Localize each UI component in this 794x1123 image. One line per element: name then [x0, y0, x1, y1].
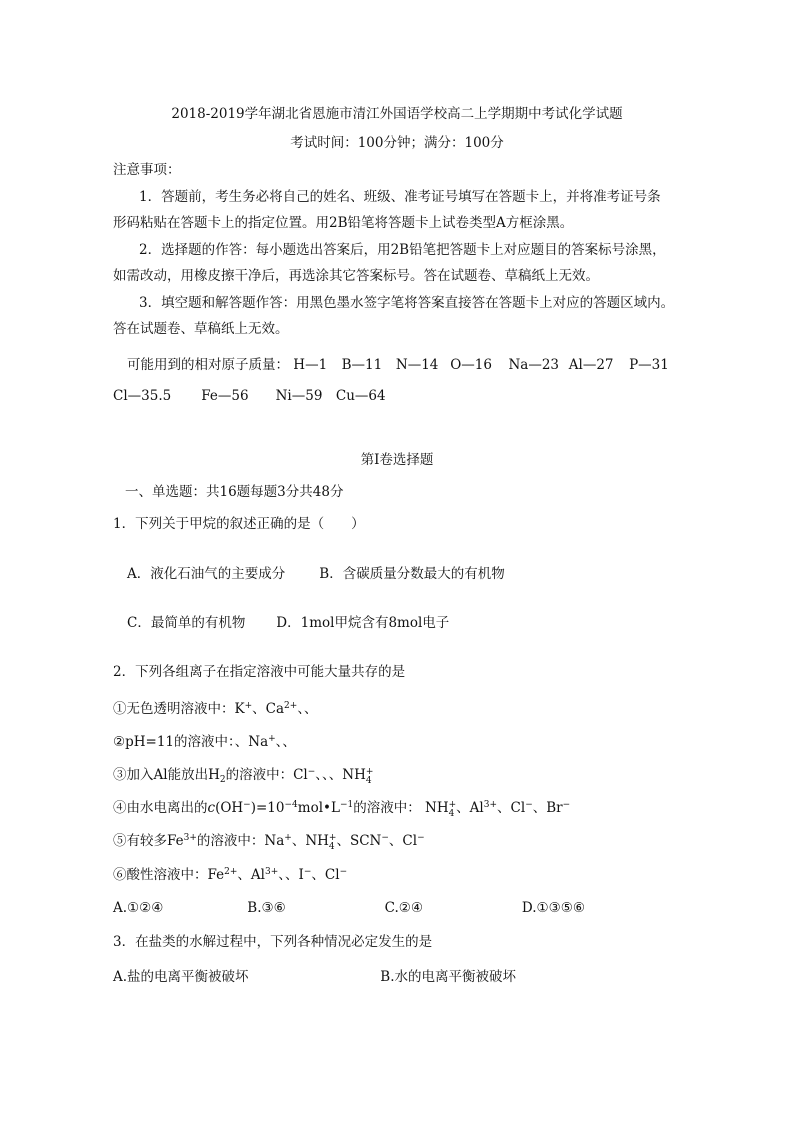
- notice-item-2-line-2: 如需改动，用橡皮擦干净后，再选涂其它答案标号。答在试题卷、草稿纸上无效。: [113, 268, 599, 284]
- atomic-mass-fe: Fe—56: [201, 388, 249, 404]
- atomic-mass-h: H—1: [293, 357, 328, 373]
- atomic-mass-label: 可能用到的相对原子质量：: [127, 357, 289, 373]
- section-title: 第I卷选择题: [360, 452, 434, 468]
- notice-item-3-line-2: 答在试题卷、草稿纸上无效。: [113, 321, 289, 337]
- q2-option-d: D.①③⑤⑥: [521, 900, 585, 916]
- q1-option-c: C．最简单的有机物: [127, 615, 246, 631]
- q3-stem: 3．在盐类的水解过程中，下列各种情况必定发生的是: [113, 934, 433, 950]
- atomic-mass-na: Na—23: [508, 357, 560, 373]
- q3-options: [113, 967, 516, 987]
- exam-title: 2018-2019学年湖北省恩施市清江外国语学校高二上学期期中考试化学试题: [171, 106, 623, 122]
- q1-option-d: D．1mol甲烷含有8mol电子: [276, 615, 450, 631]
- atomic-mass-n: N—14: [395, 357, 439, 373]
- notice-item-3-line-1: 3．填空题和解答题作答：用黑色墨水签字笔将答案直接答在答题卡上对应的答题区域内。: [139, 295, 675, 311]
- q2-option-c: C.②④: [384, 900, 423, 916]
- q2-options: [113, 898, 585, 918]
- notice-item-1-line-2: 形码粘贴在答题卡上的指定位置。用2B铅笔将答题卡上试卷类型A方框涂黑。: [113, 215, 574, 231]
- atomic-mass-p: P—31: [629, 357, 669, 373]
- atomic-mass-al: Al—27: [568, 357, 614, 373]
- q2-option-a: A.①②④: [113, 900, 164, 916]
- atomic-mass-ni: Ni—59: [275, 388, 323, 404]
- q2-item-4: ④由水电离出的$c(OH^-)=10^{-4}mol•L^{-1}$的溶液中： NH + 4 、$Al^{3+}$、Cl−、Br−: [113, 800, 571, 819]
- q2-item-3: ③加入Al能放出$H_2$的溶液中：Cl−、、、NH + 4: [113, 767, 374, 786]
- q3-option-a: A.盐的电离平衡被破坏: [113, 969, 249, 985]
- q1-options-row-2: [127, 613, 449, 633]
- ammonium-formula: NH: [305, 833, 329, 849]
- atomic-mass-cl: Cl—35.5: [113, 388, 172, 404]
- exam-info: 考试时间：100分钟；满分：100分: [290, 135, 504, 151]
- atomic-mass-cu: Cu—64: [335, 388, 386, 404]
- atomic-mass-b: B—11: [341, 357, 383, 373]
- atomic-mass-line-1: [127, 355, 669, 375]
- notice-item-2-line-1: 2．选择题的作答：每小题选出答案后，用2B铅笔把答题卡上对应题目的答案标号涂黑，: [139, 242, 666, 258]
- q2-item-2: ②pH=11的溶液中：、Na+、、: [113, 734, 296, 750]
- notice-item-1-line-1: 1．答题前，考生务必将自己的姓名、班级、准考证号填写在答题卡上，并将准考证号条: [139, 189, 661, 205]
- q2-item-6: ⑥酸性溶液中：$Fe^{2+}$、$Al^{3+}$、、I−、Cl−: [113, 867, 348, 883]
- q3-option-b: B.水的电离平衡被破坏: [380, 969, 517, 985]
- ammonium-formula: NH: [425, 800, 449, 816]
- notice-heading: 注意事项：: [113, 162, 181, 178]
- q2-item-5: ⑤有较多$Fe^{3+}$的溶液中：Na+、NH + 4 、SCN−、Cl−: [113, 833, 425, 852]
- atomic-mass-line-2: [113, 386, 386, 406]
- q2-option-b: B.③⑥: [247, 900, 286, 916]
- q1-option-a: A．液化石油气的主要成分: [127, 566, 286, 582]
- q1-option-b: B．含碳质量分数最大的有机物: [319, 566, 505, 582]
- atomic-mass-o: O—16: [450, 357, 492, 373]
- ammonium-formula: NH: [342, 767, 366, 783]
- q1-options-row-1: [127, 564, 505, 584]
- q1-stem: 1．下列关于甲烷的叙述正确的是（ ）: [113, 516, 365, 532]
- q2-item-1: ①无色透明溶液中：K+、$Ca^{2+}$、、: [113, 701, 318, 717]
- q2-stem: 2．下列各组离子在指定溶液中可能大量共存的是: [113, 664, 406, 680]
- part-title: 一、单选题：共16题每题3分共48分: [125, 484, 344, 500]
